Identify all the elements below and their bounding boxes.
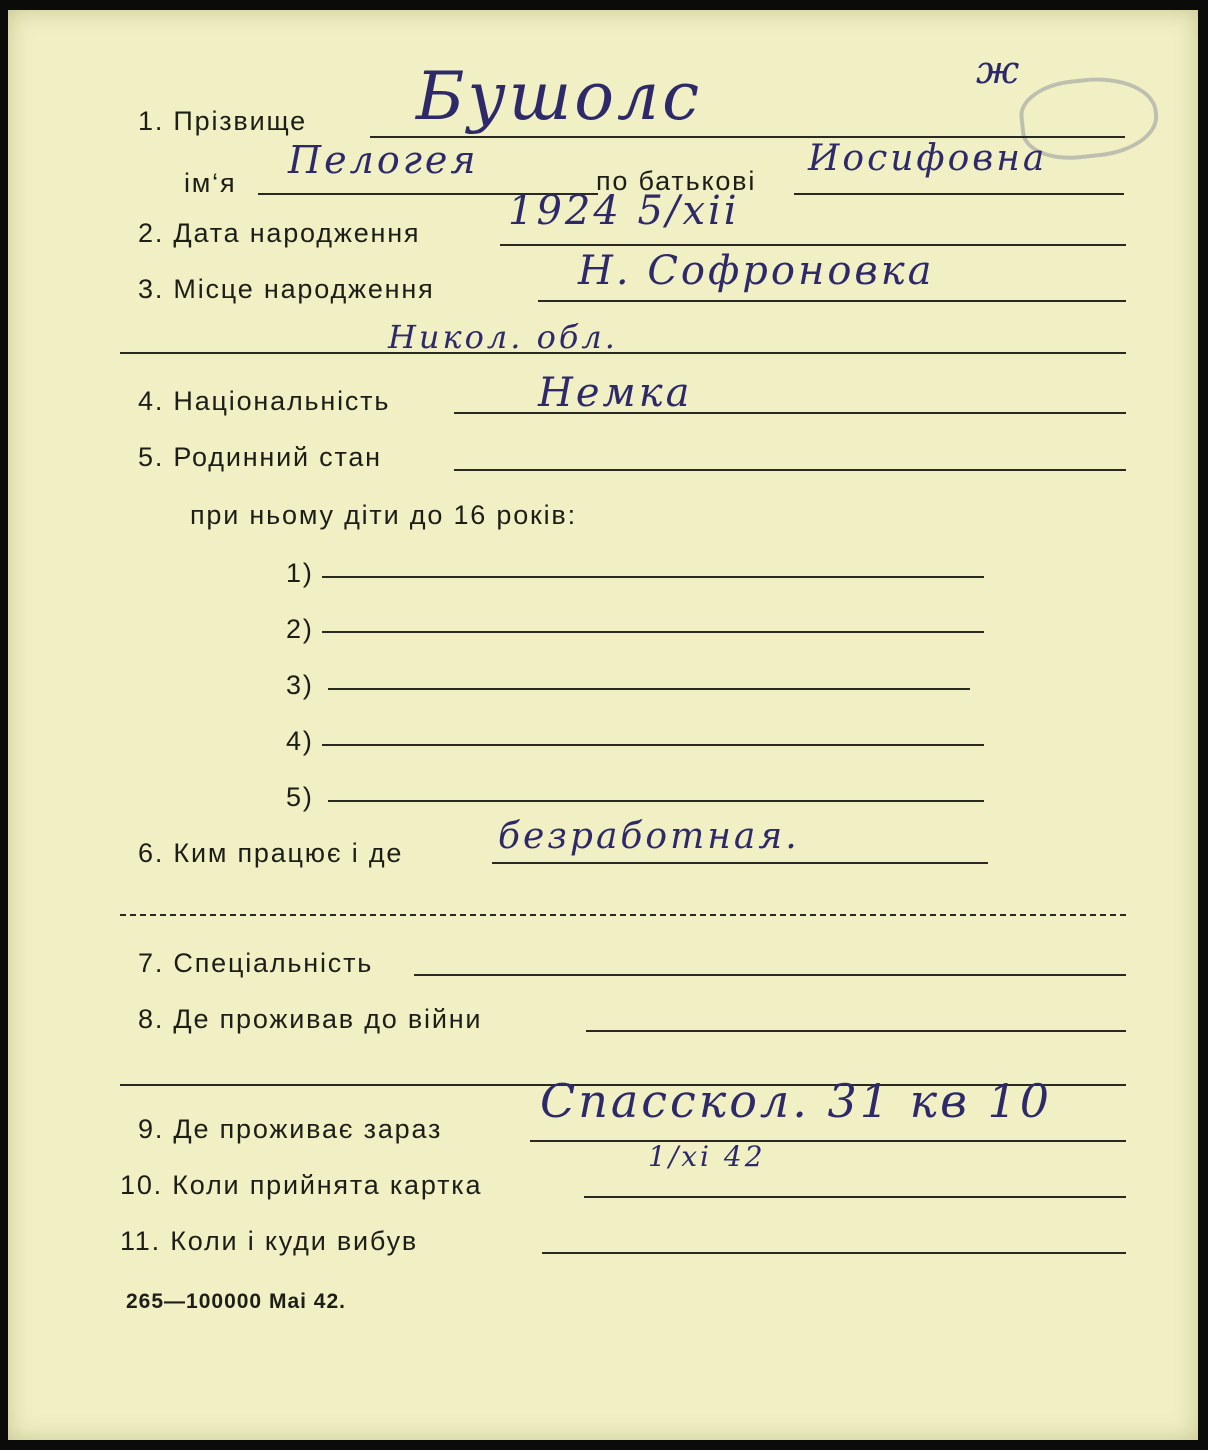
line-child-2 [322, 631, 984, 633]
label-surname: 1. Прізвище [138, 106, 307, 136]
label-card-accepted: 10. Коли прийнята картка [120, 1170, 483, 1200]
line-birth-place [538, 300, 1126, 302]
line-marital-status [454, 469, 1126, 471]
label-marital-status: 5. Родинний стан [138, 442, 382, 472]
label-work: 6. Ким працює і де [138, 838, 404, 868]
line-work-2 [120, 914, 1126, 916]
label-nationality: 4. Національність [138, 386, 391, 416]
line-specialty [414, 974, 1126, 976]
line-child-4 [322, 744, 984, 746]
nationality-handwritten: Немка [538, 370, 693, 416]
label-child-2: 2) [286, 614, 314, 644]
line-card-accepted [584, 1196, 1126, 1198]
label-patronymic: по батькові [596, 166, 757, 196]
print-code: 265—100000 Mai 42. [126, 1290, 346, 1313]
line-work [492, 862, 988, 864]
line-birth-date [500, 244, 1126, 246]
line-current-residence [530, 1140, 1126, 1142]
label-first-name: ім‘я [184, 168, 237, 198]
label-birth-date: 2. Дата народження [138, 218, 421, 248]
line-child-5 [328, 800, 984, 802]
line-prewar-residence [586, 1030, 1126, 1032]
line-nationality [454, 412, 1126, 414]
line-child-1 [322, 576, 984, 578]
line-departure [542, 1252, 1126, 1254]
label-child-5: 5) [286, 782, 314, 812]
card-date-handwritten: 1/xi 42 [648, 1140, 766, 1173]
birth-date-handwritten: 1924 5/xii [508, 188, 740, 234]
line-child-3 [328, 688, 970, 690]
birth-place-handwritten: Н. Софроновка [578, 248, 935, 294]
current-address-handwritten: Спасскол. 31 кв 10 [540, 1074, 1053, 1128]
label-departure: 11. Коли і куди вибув [120, 1226, 419, 1256]
birth-region-handwritten: Никол. обл. [388, 318, 618, 356]
label-current-residence: 9. Де проживає зараз [138, 1114, 443, 1144]
label-birth-place: 3. Місце народження [138, 274, 435, 304]
work-handwritten: безработная. [498, 816, 800, 857]
patronymic-handwritten: Иосифовна [808, 138, 1048, 179]
label-prewar-residence: 8. Де проживав до війни [138, 1004, 483, 1034]
label-child-4: 4) [286, 726, 314, 756]
sex-mark-handwritten: ж [976, 48, 1023, 92]
label-children: при ньому діти до 16 років: [190, 500, 577, 530]
label-child-3: 3) [286, 670, 314, 700]
line-birth-place-2 [120, 352, 1126, 354]
first-name-handwritten: Пелогея [288, 138, 479, 182]
registration-card [8, 10, 1198, 1440]
label-child-1: 1) [286, 558, 314, 588]
label-specialty: 7. Спеціальність [138, 948, 374, 978]
line-patronymic [794, 193, 1124, 195]
surname-handwritten: Бушолс [416, 58, 703, 135]
